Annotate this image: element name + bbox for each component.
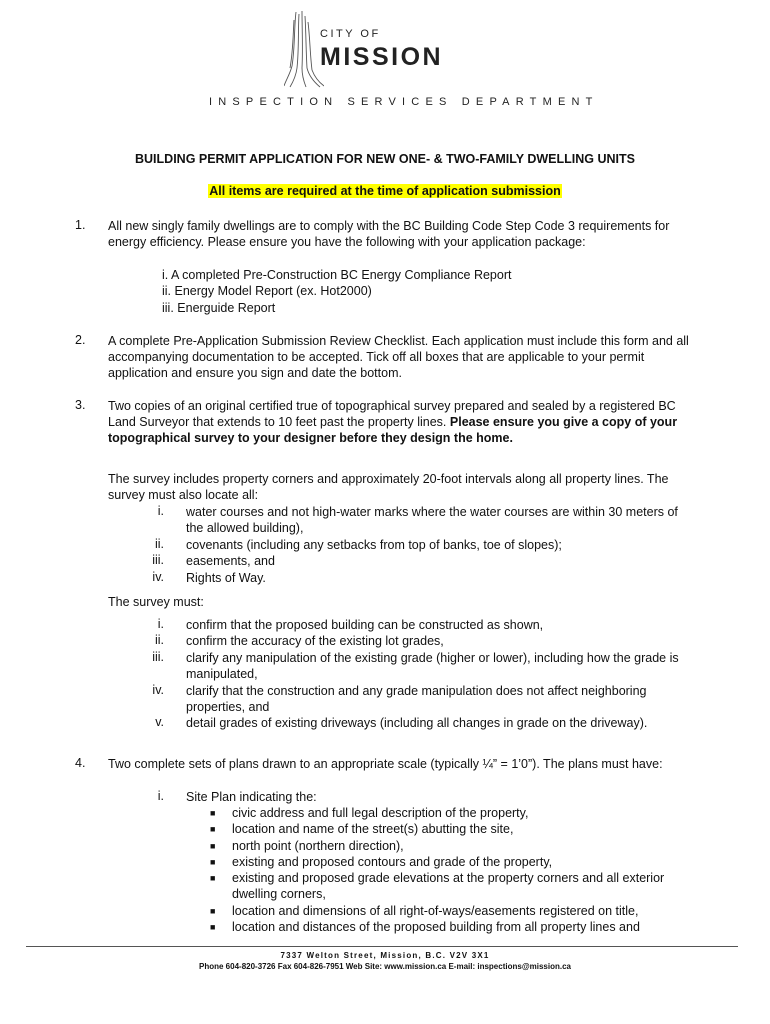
tree-roots-icon xyxy=(284,8,324,88)
item-3-survey-includes: The survey includes property corners and approximately 20-foot intervals along all property lines. The survey must also locate all: xyxy=(108,472,669,503)
must-list-item: clarify any manipulation of the existing grade (higher or lower), including how the grade is manipulated, xyxy=(186,651,679,682)
loc-list-numeral: iii. xyxy=(152,553,164,567)
footer-address: 7337 Welton Street, Mission, B.C. V2V 3X1 xyxy=(280,951,490,960)
item-3-designer-note: Please ensure you give a copy of your topographical survey to your designer before they design the home. xyxy=(108,415,678,446)
document-subtitle xyxy=(0,184,770,198)
footer-contact: Phone 604-820-3726 Fax 604-826-7951 Web Site: www.mission.ca E-mail: inspections@mission.ca xyxy=(199,962,571,971)
site-plan-bullet-item: north point (northern direction), xyxy=(232,839,404,853)
loc-list-numeral: i. xyxy=(157,504,164,518)
loc-list-item: covenants (including any setbacks from top of banks, toe of slopes); xyxy=(186,538,562,552)
bullet-square-icon: ■ xyxy=(210,857,216,867)
footer-divider xyxy=(26,946,738,947)
item-1-sub-iii: iii. Energuide Report xyxy=(162,301,276,315)
loc-list-item: easements, and xyxy=(186,554,275,568)
site-plan-bullet-item: existing and proposed grade elevations at the property corners and all exterior dwelling corners, xyxy=(232,871,665,902)
highlighted-subtitle: All items are required at the time of application submission xyxy=(209,184,561,198)
item-4-text: Two complete sets of plans drawn to an appropriate scale (typically ¼” = 1’0”). The plans must have: xyxy=(108,757,663,771)
survey-must-label: The survey must: xyxy=(108,595,204,609)
loc-list-numeral: ii. xyxy=(154,537,164,551)
item-number-4: 4. xyxy=(75,756,86,770)
item-number-2: 2. xyxy=(75,333,86,347)
loc-list-item: water courses and not high-water marks where the water courses are within 30 meters of the allowed building), xyxy=(186,505,678,536)
site-plan-heading: Site Plan indicating the: xyxy=(186,790,317,804)
loc-list-numeral: iv. xyxy=(152,570,164,584)
bullet-square-icon: ■ xyxy=(210,841,216,851)
site-plan-bullet-item: location and dimensions of all right-of-ways/easements registered on title, xyxy=(232,904,639,918)
item-4-roman-i: i. xyxy=(157,789,164,803)
document-title: BUILDING PERMIT APPLICATION FOR NEW ONE- & TWO-FAMILY DWELLING UNITS xyxy=(135,152,635,166)
must-list-item: confirm the accuracy of the existing lot grades, xyxy=(186,634,444,648)
bullet-square-icon: ■ xyxy=(210,824,216,834)
must-list-numeral: v. xyxy=(155,715,164,729)
item-2-text: A complete Pre-Application Submission Review Checklist. Each application must include this form and all accompanying documentation to be accepted. Tick off all boxes that are applicable to your permit application and ensure you sign and date the bottom. xyxy=(108,334,689,381)
bullet-square-icon: ■ xyxy=(210,922,216,932)
site-plan-bullet-item: civic address and full legal description of the property, xyxy=(232,806,529,820)
site-plan-bullet-item: existing and proposed contours and grade of the property, xyxy=(232,855,553,869)
must-list-numeral: iii. xyxy=(152,650,164,664)
site-plan-bullet-item: location and distances of the proposed building from all property lines and xyxy=(232,920,640,934)
must-list-item: detail grades of existing driveways (including all changes in grade on the driveway). xyxy=(186,716,648,730)
bullet-square-icon: ■ xyxy=(210,873,216,883)
item-number-3: 3. xyxy=(75,398,86,412)
must-list-numeral: ii. xyxy=(154,633,164,647)
logo-mission: MISSION xyxy=(320,43,444,71)
must-list-numeral: iv. xyxy=(152,683,164,697)
loc-list-item: Rights of Way. xyxy=(186,571,266,585)
item-3-text xyxy=(108,398,698,447)
city-logo xyxy=(284,8,474,88)
must-list-numeral: i. xyxy=(157,617,164,631)
site-plan-bullet-item: location and name of the street(s) abutting the site, xyxy=(232,822,514,836)
item-1-sub-i: i. A completed Pre-Construction BC Energy Compliance Report xyxy=(162,268,512,282)
bullet-square-icon: ■ xyxy=(210,906,216,916)
item-number-1: 1. xyxy=(75,218,86,232)
item-3-survey-text: Two copies of an original certified true of topographical survey prepared and sealed by a registered BC Land Surveyor that extends to 10 feet past the property lines. xyxy=(108,399,676,430)
must-list-item: clarify that the construction and any grade manipulation does not affect neighboring properties, and xyxy=(186,684,647,715)
item-1-text: All new singly family dwellings are to comply with the BC Building Code Step Code 3 requirements for energy efficiency. Please ensure you have the following with your application package: xyxy=(108,219,670,250)
item-1-sub-ii: ii. Energy Model Report (ex. Hot2000) xyxy=(162,284,372,298)
must-list-item: confirm that the proposed building can be constructed as shown, xyxy=(186,618,544,632)
bullet-square-icon: ■ xyxy=(210,808,216,818)
logo-city-of: CITY OF xyxy=(320,28,381,40)
department-name: INSPECTION SERVICES DEPARTMENT xyxy=(209,96,599,108)
